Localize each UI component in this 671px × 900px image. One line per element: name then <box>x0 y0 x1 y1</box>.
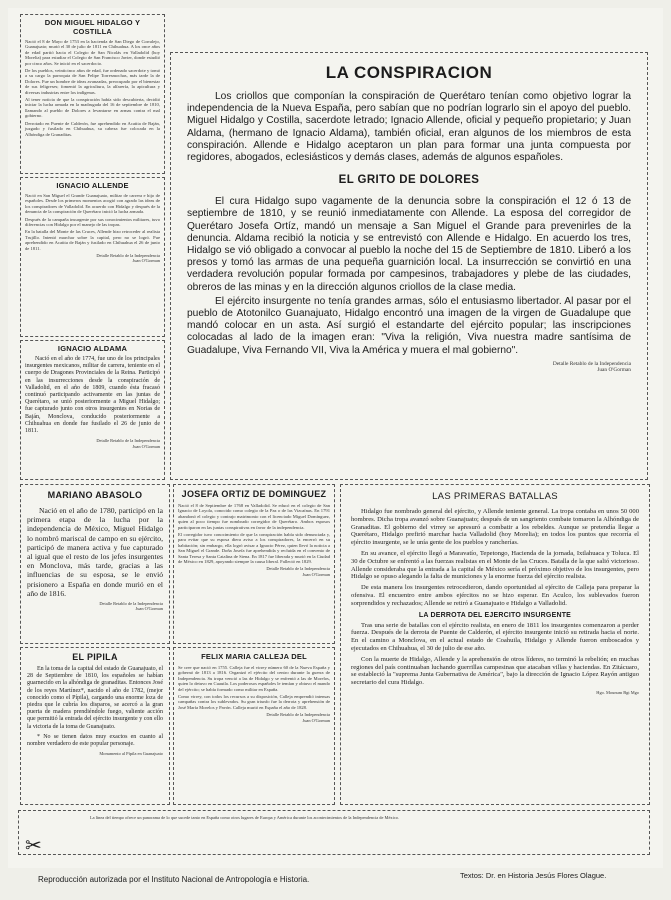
pipila-text: En la toma de la capital del estado de Guanajuato, el 28 de Septiembre de 1810, los españoles se habían guarnecido en la alhóndiga de granaditas. Entonces José de los reyes Martínez*, nacido el año de 1782, (mejor conocido como el Pípila), cargando una enorme loza de piedra que le cubría los disparos, se acercó a la gran puerta de madera prendiéndole fuego, valiente acción que permitió la entrada del ejército insurgente y con ello la victoria de la toma de Guanajuato. <box>27 666 163 730</box>
hidalgo-paragraph: Nació el 8 de Mayo de 1753 en la hacienda de San Diego de Corralejo, Guanajuato; murió el 30 de julio de 1811 en Chihuahua. A los once años de edad partió hacia el Colegio de San Nicolás en Valladolid (hoy Morelia) para estudiar el Colegio de San Francisco Javier, donde estudió por cinco años. Se inició en el sacerdocio. <box>25 39 160 66</box>
batallas-section <box>340 484 650 805</box>
conspiracion-title: LA CONSPIRACION <box>325 63 493 82</box>
derrota-title: LA DERROTA DEL EJERCITO INSURGENTE <box>418 611 572 619</box>
abasolo-section <box>20 484 170 644</box>
batallas-text: En su avance, el ejército llegó a Maravatío, Tepetongo, Hacienda de la jornada, Ixtlahuaca y Toluca. El 30 de Octubre se enfrentó a las fuerzas realistas en el Monte de las Cruces. Batalla de la que salió victorioso. Allende consideraba que la entrada a la capital de México sería el próximo objetivo de los insurgentes, pero Hidalgo se opuso alegando la falta de municiones y la enorme fuerza del ejército realista. <box>351 549 639 581</box>
aldama-credit <box>25 438 160 449</box>
aldama-section <box>20 340 165 480</box>
derrota-text: Tras una serie de batallas con el ejército realista, en enero de 1811 los insurgentes comenzaron a perder fuerza. Después de la derrota de Puente de Calderón, el ejército insurgente inició su retirada hacia el norte. En el camino a Monclova, en el actual estado de Coahuila, Hidalgo y Allende fueron emboscados y ejecutados en Chihuahua, el 30 de julio de ese año. <box>351 621 639 652</box>
timeline-strip-text: La línea del tiempo ofrece un panorama de lo que sucede tanto en España como otros lugares de Europa y América durante los acontecimientos de la Independencia de México. <box>90 815 400 820</box>
footer-author-credit: Textos: Dr. en Historia Jesús Flores Olague. <box>460 871 607 880</box>
allende-credit-line: Detalle Retablo de la Independencia <box>96 253 160 259</box>
josefa-paragraph: Nació el 8 de Septiembre de 1768 en Valladolid. Se educó en el colegio de San Ignacio de Loyola, conocido como colegio de la Paz o de las Vizcaínas. En 1791 abandonó el colegio y contrajo matrimonio con el licenciado Miguel Domínguez, quien al poco tiempo fue nombrado corregidor de Querétaro. Ambos esposos participaron en las juntas conspirativas en favor de la independencia. <box>178 503 330 530</box>
allende-title: IGNACIO ALLENDE <box>56 181 129 190</box>
main-credit-line: Detalle Retablo de la Independencia <box>552 360 631 367</box>
hidalgo-paragraph: De los pueblos, veinticinco años de edad, fue ordenado sacerdote y tomó a su cargo la parroquia de San Felipe Torresmochas, más tarde la de Dolores. Fue un hombre de ideas avanzadas, preocupado por el bienestar de sus feligreses; fomentó la agricultura, la alfarería, la apicultura y diversas industrias entre los indígenas. <box>25 68 160 95</box>
hidalgo-section <box>20 14 165 174</box>
josefa-title: JOSEFA ORTIZ DE DOMINGUEZ <box>181 489 327 499</box>
scissors-icon: ✂ <box>25 835 42 857</box>
calleja-paragraph: Se cree que nació en 1755. Calleja fue el virrey número 60 de la Nueva España y gobernó de 1813 a 1816. Organizó el ejército del centro durante la guerra de Independencia. Su tropa venció a las de Hidalgo y se enfrentó a las de Morelos, quien lo detuvo en Cuautla. Los poderosos españoles le temían y obtuvo el mando del ejército; se había formado como militar en España. <box>178 665 330 692</box>
josefa-credit <box>178 566 330 577</box>
allende-credit-author: Juan O'Gorman <box>132 258 160 264</box>
josefa-credit-line: Detalle Retablo de la Independencia <box>266 566 330 572</box>
aldama-credit-author: Juan O'Gorman <box>132 443 160 449</box>
calleja-credit-author: Juan O'Gorman <box>302 717 330 723</box>
josefa-credit-author: Juan O'Gorman <box>302 571 330 577</box>
grito-text: El cura Hidalgo supo vagamente de la denuncia sobre la conspiración el 12 ó 13 de septiembre de 1810, y se reunió inmediatamente con Allende. La esposa del corregidor de Querétaro Josefa Ortíz, mandó un mensaje a San Miguel el Grande para prevenirles de la denuncia. Aldama recibió la noticia y se entrevistó con Allende e Hidalgo. En acuerdo los tres, Hidalgo se vió obligado a convocar al pueblo la noche del 15 de Septiembre de 1810. Liberó a los presos y tomó las armas de una pequeña guarnición local. La insurrección se convirtió en una verdadera revolución popular formada por campesinos, trabajadores y plebe de las ciudades, obreros de las minas y en la dirección algunos criollos de la clase media. <box>187 196 631 293</box>
grito-text: El ejército insurgente no tenía grandes armas, sólo el entusiasmo libertador. Al pasar por el pueblo de Atotonilco Guanajuato, Hidalgo encontró una imagen de la virgen de Guadalupe que mandó colocar en un asta. Así surgió el estandarte del ejército popular; las inscripciones colocadas al lado de la imagen eran: "Viva la religión, Viva nuestra madre santísima de Guadalupe, Viva Fernando VII, Viva la América y muera el mal gobierno". <box>187 295 631 356</box>
calleja-credit-line: Detalle Retablo de la Independencia <box>266 712 330 718</box>
abasolo-credit-author: Juan O'Gorman <box>135 606 163 612</box>
derrota-text: Con la muerte de Hidalgo, Allende y la aprehensión de otros líderes, no terminó la rebelión; en muchas regiones del país continuaban luchando guerrillas campesinas que atacaban villas y haciendas. En Zitácuaro, se estableció la "suprema Junta Gubernativa de América", bajo la dirección de Ignacio López Rayón antiguo secretario del cura Hidalgo. <box>351 655 639 687</box>
main-credit-author: Juan O'Gorman <box>597 367 631 374</box>
allende-credit <box>25 253 160 264</box>
conspiracion-text: Los criollos que componían la conspiración de Querétaro tenían como objetivo lograr la independencia de la Nueva España, pero sabían que no podrían lograrlo sin el apoyo del pueblo. Miguel Hidalgo y Costilla, sacerdote letrado; Ignacio Allende, oficial y pequeño propietario; y Juan Aldama, (hermano de Ignacio Aldama), también oficial, eran algunos de los miembros de esta conspiración. Allende e Hidalgo aceptaron un plan para formar una junta compuesta por regidores, abogados, eclesiásticos y demás clases, además de algunos españoles. <box>187 91 631 164</box>
allende-paragraph: Nació en San Miguel el Grande Guanajuato, militar de carrera e hijo de españoles. Desde los primeros momentos acogió con agrado las ideas de los conspiradores de Valladolid. En acuerdo con Hidalgo y después de la denuncia de la conspiración de Querétaro inició la lucha armada. <box>25 193 160 215</box>
josefa-section <box>173 484 335 644</box>
aldama-credit-line: Detalle Retablo de la Independencia <box>96 438 160 444</box>
main-credit <box>187 361 631 374</box>
abasolo-text: Nació en el año de 1780, participó en la primera etapa de la lucha por la independencia de México, Miguel Hidalgo lo nombró mariscal de campo en su ejército, participó de manera activa y fue capturado al igual que el resto de los jefes insurgentes en Monclova, más tarde, gracias a las influencias de su esposa, se le envió prisionero a España en donde murió en el año de 1816. <box>27 506 163 598</box>
aldama-paragraph: Nació en el año de 1774, fue uno de los principales insurgentes mexicanos, militar de carrera, teniente en el cuerpo de Dragones Provinciales de la Reina. Participó en las insurrecciones desde la conspiración de Valladolid, en el año de 1809, cuando ésta fracasó continuó participando activamente en las juntas de Querétaro, se unió posteriormente a Miguel Hidalgo; fue capturado junto con otros insurgentes en Norias de Baján, Monclova, conducido posteriormente a Chihuahua en donde fue fusilado el 26 de junio de 1811. <box>25 356 160 435</box>
pipila-credit: Monumento al Pípila en Guanajuato <box>99 751 163 757</box>
batallas-credit: Hgo. Mounum Bgt Mgo <box>596 689 639 695</box>
calleja-title: FELIX MARIA CALLEJA DEL <box>201 652 307 661</box>
aldama-title: IGNACIO ALDAMA <box>57 344 128 353</box>
hidalgo-title: DON MIGUEL HIDALGO Y COSTILLA <box>44 18 141 36</box>
josefa-paragraph: El corregidor tuvo conocimiento de que la conspiración había sido denunciada y, para evitar que su esposa diera aviso a los conspiradores, la encerró en su habitación; sin embargo, ella logró avisar a Ignacio Pérez, quien llevó la noticia a San Miguel el Grande. Doña Josefa fue aprehendida y recluida en el convento de Santa Teresa y Santa Catalina de Siena. En 1817 fue liberada y murió en la Ciudad de México en 1829, apoyando siempre la causa liberal. Falleció en 1829. <box>178 532 330 565</box>
calleja-credit <box>178 712 330 723</box>
batallas-text: De esta manera los insurgentes retrocedieron, dando oportunidad al ejército de Calleja para preparar la ofensiva. El encuentro entre ambos ejércitos no se hizo esperar. En Aculco, los sublevados fueron sorprendidos y rechazados; Allende se retiró a Guanajuato e Hidalgo a Valladolid. <box>351 584 639 607</box>
pipila-section <box>20 647 170 805</box>
hidalgo-paragraph: Al tener noticia de que la conspiración había sido descubierta, decidió iniciar la lucha armada en la madrugada del 16 de septiembre de 1810, llamando al pueblo de Dolores a levantarse en armas contra el mal gobierno. <box>25 97 160 119</box>
abasolo-credit-line: Detalle Retablo de la Independencia <box>99 601 163 607</box>
pipila-note: * No se tienen datos muy exactos en cuanto al nombre verdadero de este popular personaje. <box>27 733 163 748</box>
calleja-paragraph: Como virrey, con todos los recursos a su disposición, Calleja emprendió intensas campañas contra los sublevados. Su gran triunfo fue la derrota y aprehensión de José María Morelos y Pavón. Calleja murió en España el año de 1828. <box>178 694 330 710</box>
abasolo-title: MARIANO ABASOLO <box>47 490 143 500</box>
allende-section <box>20 177 165 337</box>
hidalgo-paragraph: Derrotado en Puente de Calderón, fue aprehendido en Acatita de Baján, juzgado y fusilado en Chihuahua, su cabeza fue colocada en la Alhóndiga de Granaditas. <box>25 120 160 137</box>
grito-title: EL GRITO DE DOLORES <box>338 174 480 187</box>
footer-reproduction-note: Reproducción autorizada por el Instituto Nacional de Antropología e Historia. <box>38 875 310 884</box>
conspiracion-section <box>170 52 648 480</box>
abasolo-credit <box>27 601 163 612</box>
allende-paragraph: En la batalla del Monte de las Cruces, Allende hizo retroceder al realista Trujillo. Intentó marchar sobre la capital, pero no se logró. Fue aprehendido en Acatita de Baján y fusilado en Chihuahua el 26 de junio de 1811. <box>25 229 160 251</box>
pipila-title: EL PIPILA <box>72 652 118 662</box>
allende-paragraph: Después de la campaña insurgente por sus conocimientos militares, tuvo diferencias con Hidalgo por el manejo de las tropas. <box>25 216 160 228</box>
calleja-section <box>173 647 335 805</box>
batallas-title: LAS PRIMERAS BATALLAS <box>432 491 558 502</box>
batallas-text: Hidalgo fue nombrado general del ejército, y Allende teniente general. La tropa contaba en unos 50 000 hombres. Dicha tropa avanzó sobre Guanajuato; después de un sangriento combate tomaron la Alhóndiga de Granaditas. El gobierno del virrey se apresuró a combatir a los rebeldes. Aunque se pretendía llegar a Querétaro, Hidalgo prefirió marchar hacia Valladolid (hoy Morelia); en todos los puntos que recorría el ejército insurgente, se le unía gente de los pueblos y rancherías. <box>351 508 639 547</box>
